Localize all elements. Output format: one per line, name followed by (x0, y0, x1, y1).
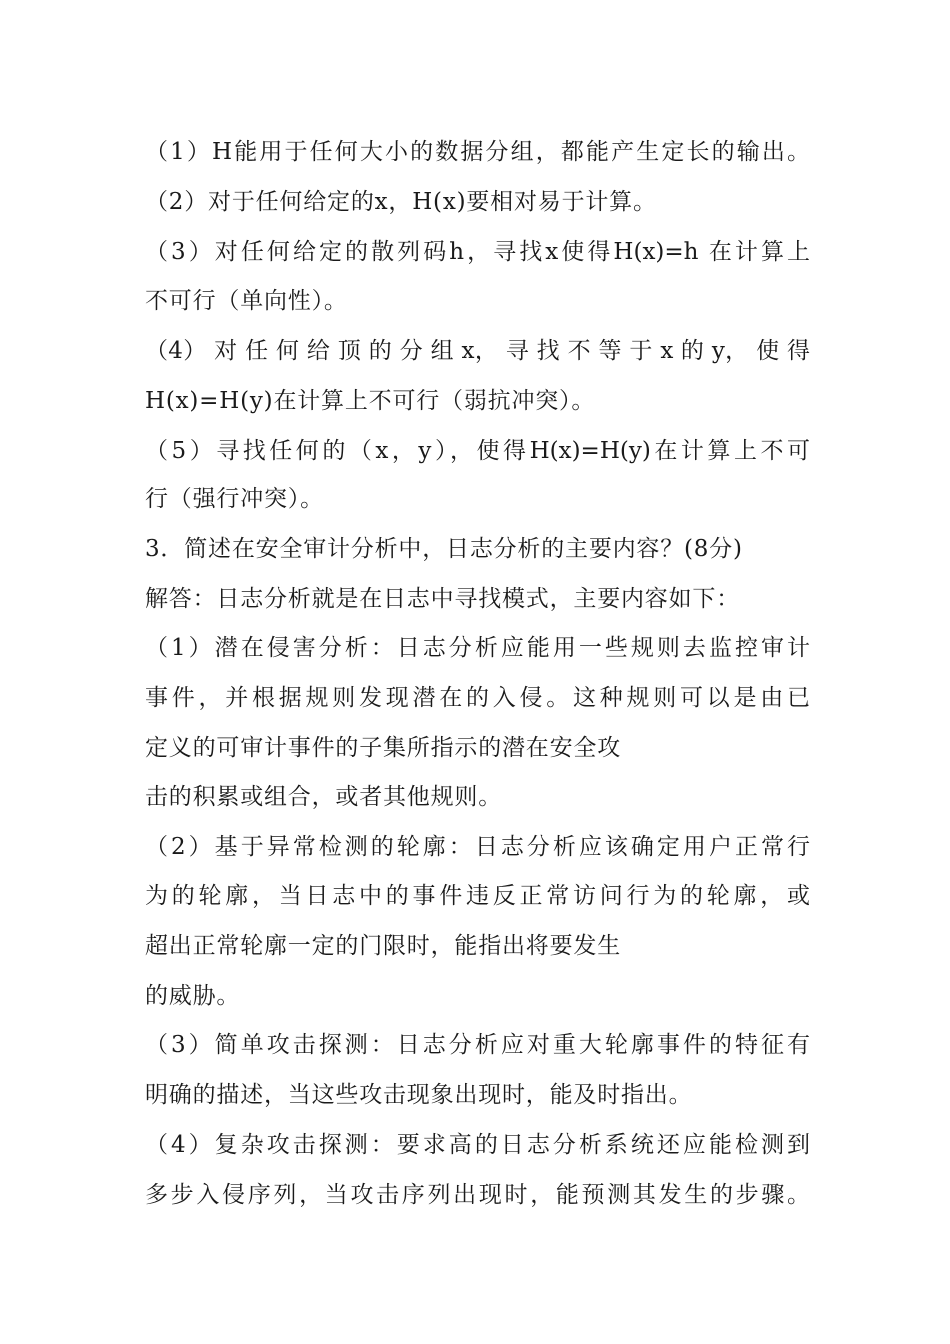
text-line: （1）H能用于任何大小的数据分组，都能产生定长的输出。 (145, 139, 810, 165)
text-line: 不可行（单向性）。 (145, 288, 348, 314)
text-line: 事件，并根据规则发现潜在的入侵。这种规则可以是由已 (145, 685, 810, 711)
text-line: （3）对任何给定的散列码h，寻找x使得H(x)=h 在计算上 (145, 239, 810, 265)
text-line: （5）寻找任何的（x，y），使得H(x)=H(y)在计算上不可 (145, 438, 810, 464)
text-line: 行（强行冲突）。 (145, 486, 324, 512)
text-line: （4）复杂攻击探测：要求高的日志分析系统还应能检测到 (145, 1132, 810, 1158)
text-line: （1）潜在侵害分析：日志分析应能用一些规则去监控审计 (145, 635, 810, 661)
text-line: 解答：日志分析就是在日志中寻找模式，主要内容如下： (145, 586, 740, 612)
text-line: 超出正常轮廓一定的门限时，能指出将要发生 (145, 933, 621, 959)
text-line: 击的积累或组合，或者其他规则。 (145, 784, 502, 810)
text-line: （2）基于异常检测的轮廓：日志分析应该确定用户正常行 (145, 834, 810, 860)
text-line: （4） 对 任 何 给 顶 的 分 组 x， 寻 找 不 等 于 x 的 y， 使 得 (145, 338, 810, 364)
text-line: 明确的描述，当这些攻击现象出现时，能及时指出。 (145, 1082, 693, 1108)
section-heading: 3．简述在安全审计分析中，日志分析的主要内容？(8分) (145, 536, 743, 562)
text-line: H(x)=H(y)在计算上不可行（弱抗冲突）。 (145, 388, 596, 414)
text-line: 多步入侵序列，当攻击序列出现时，能预测其发生的步骤。 (145, 1182, 810, 1208)
text-line: 定义的可审计事件的子集所指示的潜在安全攻 (145, 735, 621, 761)
text-line: 的威胁。 (145, 983, 241, 1009)
text-line: （3）简单攻击探测：日志分析应对重大轮廓事件的特征有 (145, 1032, 810, 1058)
text-line: （2）对于任何给定的x，H(x)要相对易于计算。 (145, 189, 657, 215)
text-line: 为的轮廓，当日志中的事件违反正常访问行为的轮廓，或 (145, 883, 810, 909)
